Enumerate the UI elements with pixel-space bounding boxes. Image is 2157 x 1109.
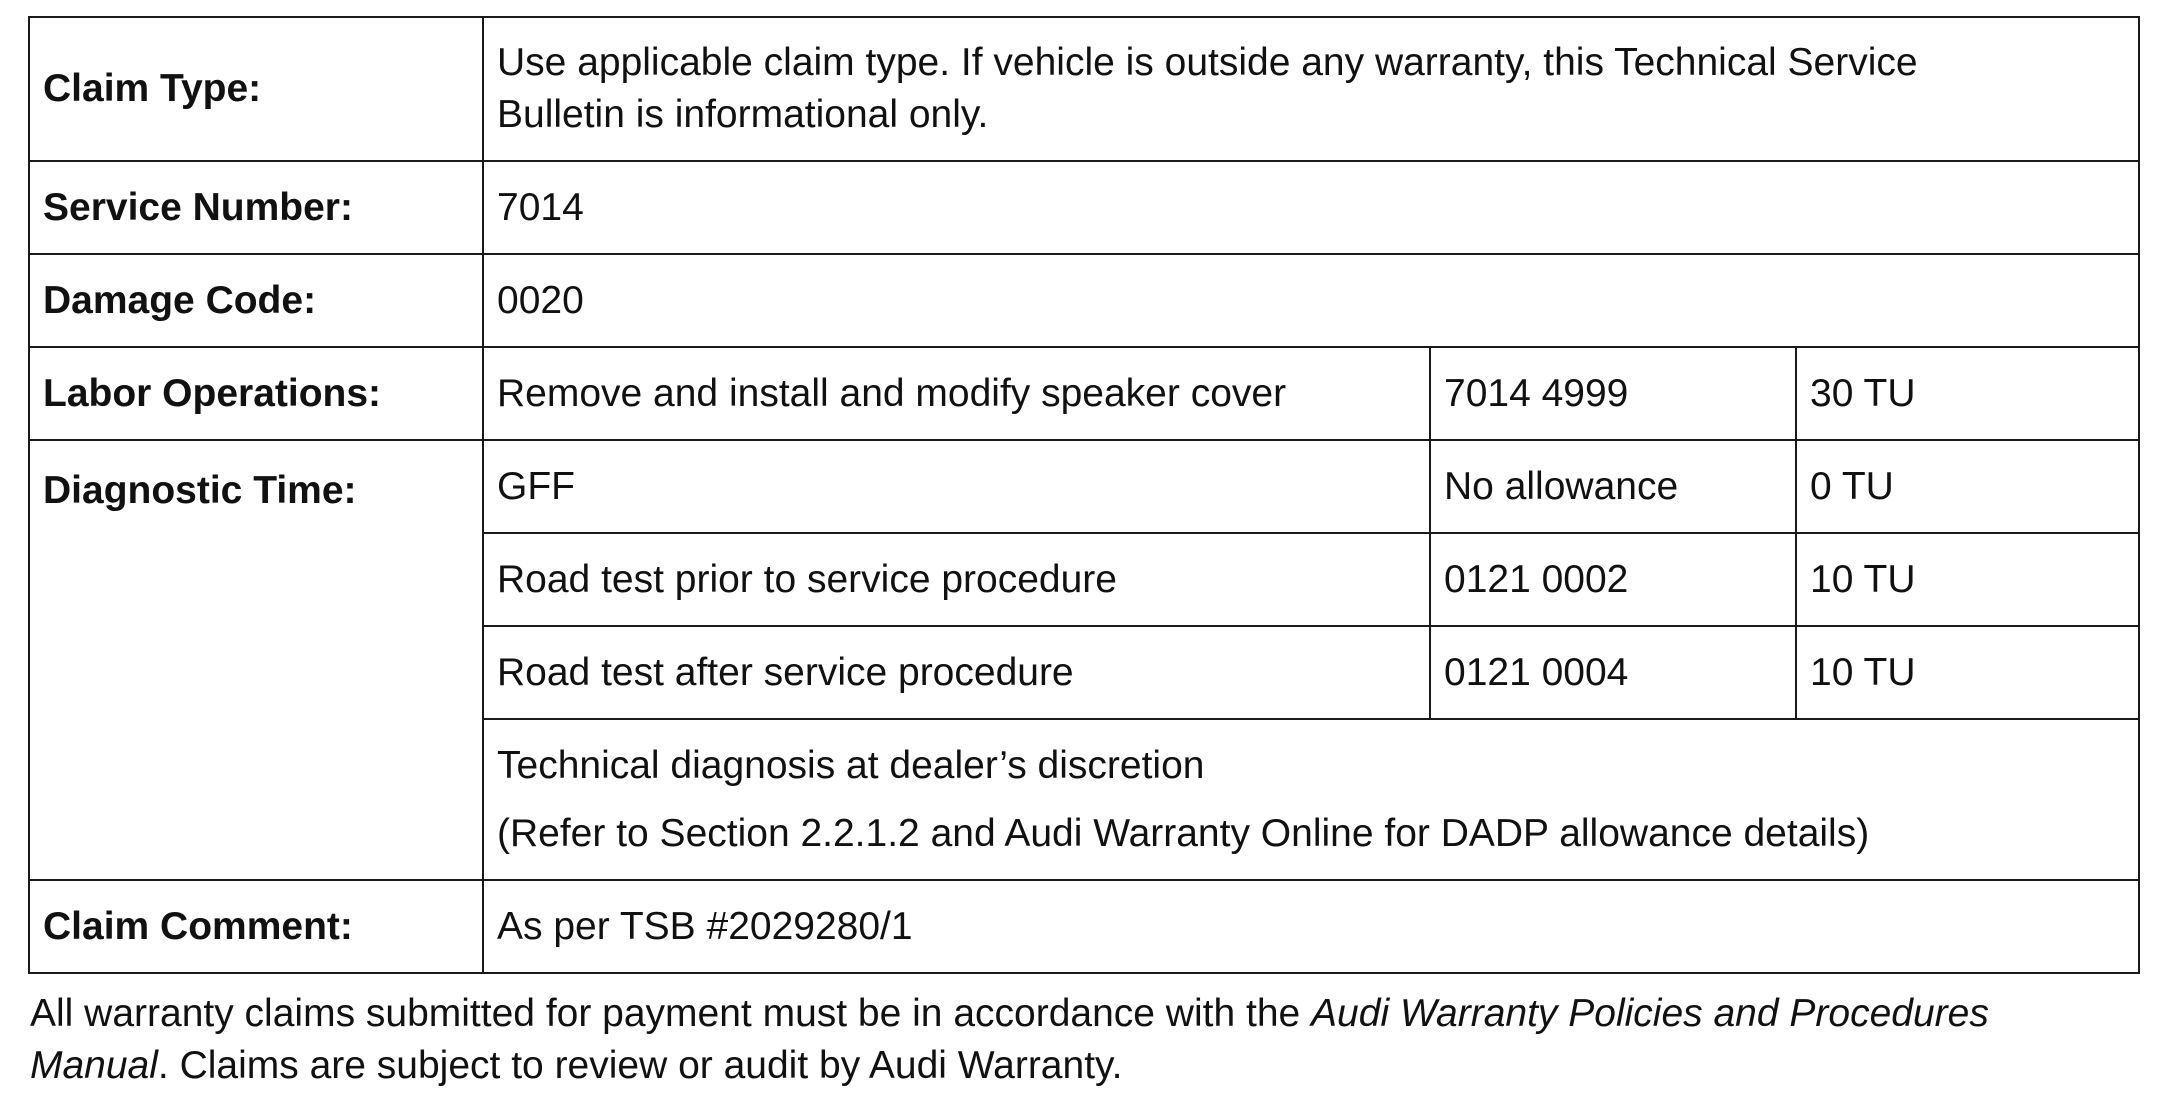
diagnostic-description: GFF bbox=[483, 440, 1430, 533]
diagnostic-note-line-2: (Refer to Section 2.2.1.2 and Audi Warranty Online for DADP allowance details) bbox=[497, 811, 1870, 855]
service-number-label: Service Number: bbox=[29, 161, 483, 254]
warranty-footer-note bbox=[30, 988, 2140, 1092]
claim-information-table bbox=[28, 16, 2140, 974]
diagnostic-note-line-1: Technical diagnosis at dealer’s discretion bbox=[497, 743, 1205, 787]
labor-operation-code: 7014 4999 bbox=[1430, 347, 1796, 440]
diagnostic-time: 10 TU bbox=[1796, 626, 2139, 719]
diagnostic-description: Road test after service procedure bbox=[483, 626, 1430, 719]
labor-operation-time: 30 TU bbox=[1796, 347, 2139, 440]
claim-comment-label: Claim Comment: bbox=[29, 880, 483, 973]
footer-manual-title-part-2: Manual bbox=[30, 1044, 158, 1087]
diagnostic-description: Road test prior to service procedure bbox=[483, 533, 1430, 626]
diagnostic-time: 10 TU bbox=[1796, 533, 2139, 626]
diagnostic-code: 0121 0002 bbox=[1430, 533, 1796, 626]
damage-code-row bbox=[29, 254, 2139, 347]
damage-code-label: Damage Code: bbox=[29, 254, 483, 347]
service-number-row bbox=[29, 161, 2139, 254]
diagnostic-time-label: Diagnostic Time: bbox=[29, 440, 483, 880]
claim-comment-row bbox=[29, 880, 2139, 973]
labor-operation-description: Remove and install and modify speaker cover bbox=[483, 347, 1430, 440]
service-number-value: 7014 bbox=[483, 161, 2139, 254]
diagnostic-row bbox=[29, 440, 2139, 533]
diagnostic-code: 0121 0004 bbox=[1430, 626, 1796, 719]
claim-type-value bbox=[483, 17, 2139, 161]
footer-text-start: All warranty claims submitted for payment must be in accordance with the bbox=[30, 992, 1312, 1035]
footer-manual-title-part-1: Audi Warranty Policies and Procedures bbox=[1311, 992, 1989, 1035]
claim-comment-value: As per TSB #2029280/1 bbox=[483, 880, 2139, 973]
claim-type-text-line-1: Use applicable claim type. If vehicle is outside any warranty, this Technical Service bbox=[497, 41, 1918, 84]
claim-type-row bbox=[29, 17, 2139, 161]
claim-type-text-line-2: Bulletin is informational only. bbox=[497, 93, 989, 136]
diagnostic-note bbox=[483, 719, 2139, 880]
labor-operations-row bbox=[29, 347, 2139, 440]
diagnostic-code: No allowance bbox=[1430, 440, 1796, 533]
footer-text-end: . Claims are subject to review or audit by Audi Warranty. bbox=[157, 1044, 1123, 1087]
diagnostic-time: 0 TU bbox=[1796, 440, 2139, 533]
damage-code-value: 0020 bbox=[483, 254, 2139, 347]
labor-operations-label: Labor Operations: bbox=[29, 347, 483, 440]
claim-type-label: Claim Type: bbox=[29, 17, 483, 161]
